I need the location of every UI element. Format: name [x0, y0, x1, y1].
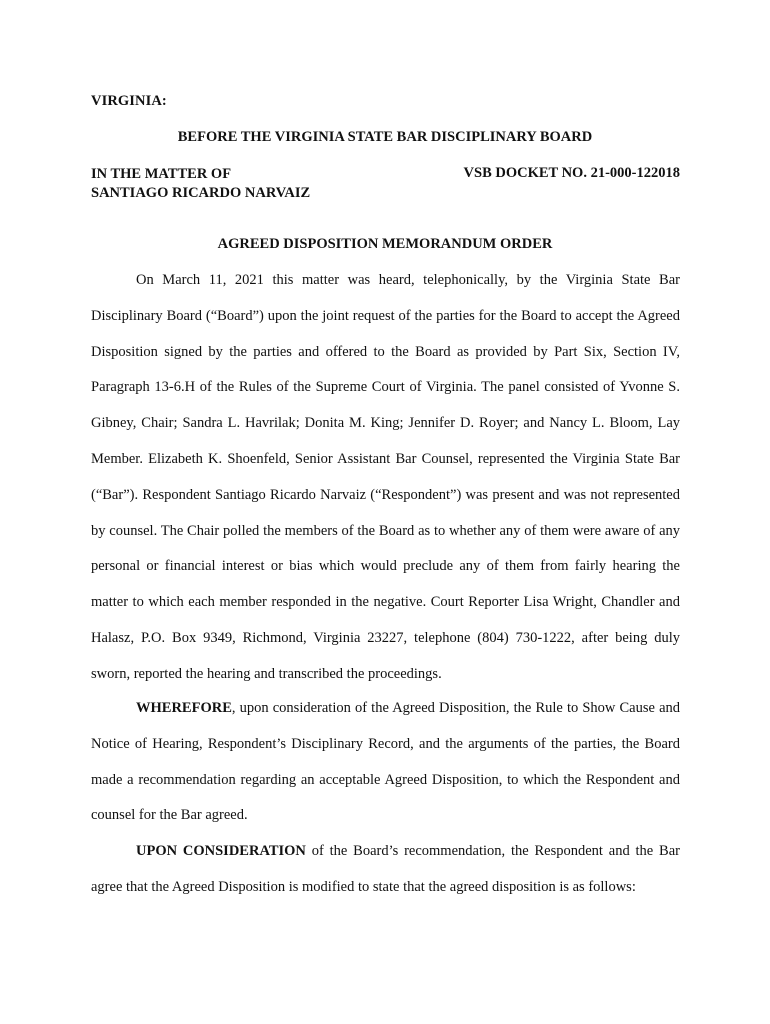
- case-caption-matter: [91, 165, 310, 203]
- paragraph-text: , upon consideration of the Agreed Disposition, the Rule to Show Cause and Notice of Hearing, Respondent’s Disciplinary Record, and the arguments of the parties, the Board made a recommendation regarding an acceptable Agreed Disposition, to which the Respondent and counsel for the Bar agreed.: [91, 700, 680, 824]
- paragraph-text: of the Board’s recommendation, the Respondent and the Bar agree that the Agreed Disposition is modified to state that the agreed disposition is as follows:: [91, 843, 680, 895]
- respondent-name: SANTIAGO RICARDO NARVAIZ: [91, 185, 311, 201]
- jurisdiction-heading: VIRGINIA:: [91, 93, 167, 109]
- body-paragraph-hearing: [91, 263, 680, 693]
- paragraph-lead: WHEREFORE: [136, 700, 232, 716]
- board-heading: BEFORE THE VIRGINIA STATE BAR DISCIPLINARY BOARD: [177, 129, 593, 145]
- body-paragraph-consideration: [91, 834, 680, 906]
- matter-line: IN THE MATTER OF: [91, 166, 232, 182]
- body-paragraph-wherefore: [91, 691, 680, 834]
- paragraph-text: On March 11, 2021 this matter was heard, telephonically, by the Virginia State Bar Disciplinary Board (“Board”) upon the joint request of the parties for the Board to accept the Agreed Disposition signed by the parties and offered to the Board as provided by Part Six, Section IV, Paragraph 13-6.H of the Rules of the Supreme Court of Virginia. The panel consisted of Yvonne S. Gibney, Chair; Sandra L. Havrilak; Donita M. King; Jennifer D. Royer; and Nancy L. Bloom, Lay Member. Elizabeth K. Shoenfeld, Senior Assistant Bar Counsel, represented the Virginia State Bar (“Bar”). Respondent Santiago Ricardo Narvaiz (“Respondent”) was present and was not represented by counsel. The Chair polled the members of the Board as to whether any of them were aware of any personal or financial interest or bias which would preclude any of them from fairly hearing the matter to which each member responded in the negative. Court Reporter Lisa Wright, Chandler and Halasz, P.O. Box 9349, Richmond, Virginia 23227, telephone (804) 730-1222, after being duly sworn, reported the hearing and transcribed the proceedings.: [91, 272, 680, 682]
- paragraph-lead: UPON CONSIDERATION: [136, 843, 306, 859]
- order-title: AGREED DISPOSITION MEMORANDUM ORDER: [217, 236, 553, 252]
- docket-number: VSB DOCKET NO. 21-000-122018: [463, 165, 680, 181]
